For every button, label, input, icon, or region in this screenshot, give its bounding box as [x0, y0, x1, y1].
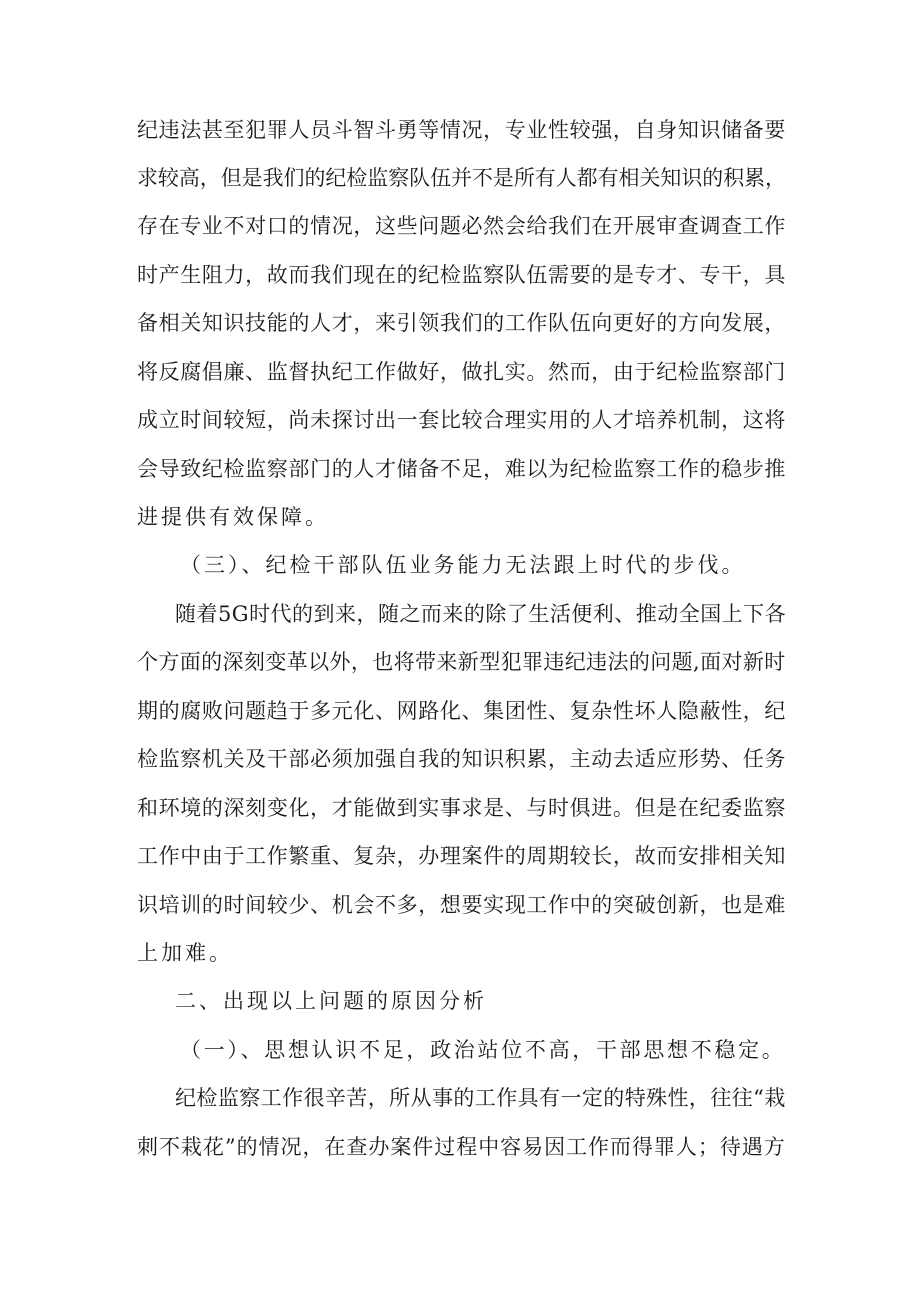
text-line: 个方面的深刻变革以外，也将带来新型犯罪违纪违法的问题,面对新时 — [137, 650, 786, 674]
text-line: 工作中由于工作繁重、复杂，办理案件的周期较长，故而安排相关知 — [137, 844, 786, 868]
text-line: 求较高，但是我们的纪检监察队伍并不是所有人都有相关知识的积累， — [137, 166, 786, 190]
text-line: 上加难。 — [137, 941, 233, 965]
text-line: 识培训的时间较少、机会不多，想要实现工作中的突破创新，也是难 — [137, 893, 786, 917]
text-line: 二、出现以上问题的原因分析 — [175, 989, 487, 1013]
text-line: 进提供有效保障。 — [137, 505, 329, 529]
text-line: （一）、思想认识不足，政治站位不高，干部思想不稳定。 — [180, 1038, 786, 1062]
text-line: 备相关知识技能的人才，来引领我们的工作队伍向更好的方向发展， — [137, 311, 786, 335]
text-line: （三）、纪检干部队伍业务能力无法跟上时代的步伐。 — [180, 553, 746, 577]
text-line: 和环境的深刻变化，才能做到实事求是、与时俱进。但是在纪委监察 — [137, 796, 786, 820]
text-line: 会导致纪检监察部门的人才储备不足，难以为纪检监察工作的稳步推 — [137, 457, 786, 481]
text-line: 随着5G时代的到来，随之而来的除了生活便利、推动全国上下各 — [175, 602, 787, 626]
text-line: 纪违法甚至犯罪人员斗智斗勇等情况，专业性较强，自身知识储备要 — [137, 118, 786, 142]
text-line: 将反腐倡廉、监督执纪工作做好，做扎实。然而，由于纪检监察部门 — [137, 360, 786, 384]
text-line: 刺不栽花”的情况，在查办案件过程中容易因工作而得罪人；待遇方 — [137, 1135, 786, 1159]
text-line: 存在专业不对口的情况，这些问题必然会给我们在开展审查调查工作 — [137, 214, 786, 238]
text-line: 成立时间较短，尚未探讨出一套比较合理实用的人才培养机制，这将 — [137, 408, 786, 432]
text-line: 期的腐败问题趋于多元化、网路化、集团性、复杂性坏人隐蔽性，纪 — [137, 699, 786, 723]
text-line: 纪检监察工作很辛苦，所从事的工作具有一定的特殊性，往往“栽 — [175, 1086, 786, 1110]
text-line: 时产生阻力，故而我们现在的纪检监察队伍需要的是专才、专干，具 — [137, 263, 786, 287]
text-line: 检监察机关及干部必须加强自我的知识积累，主动去适应形势、任务 — [137, 747, 786, 771]
